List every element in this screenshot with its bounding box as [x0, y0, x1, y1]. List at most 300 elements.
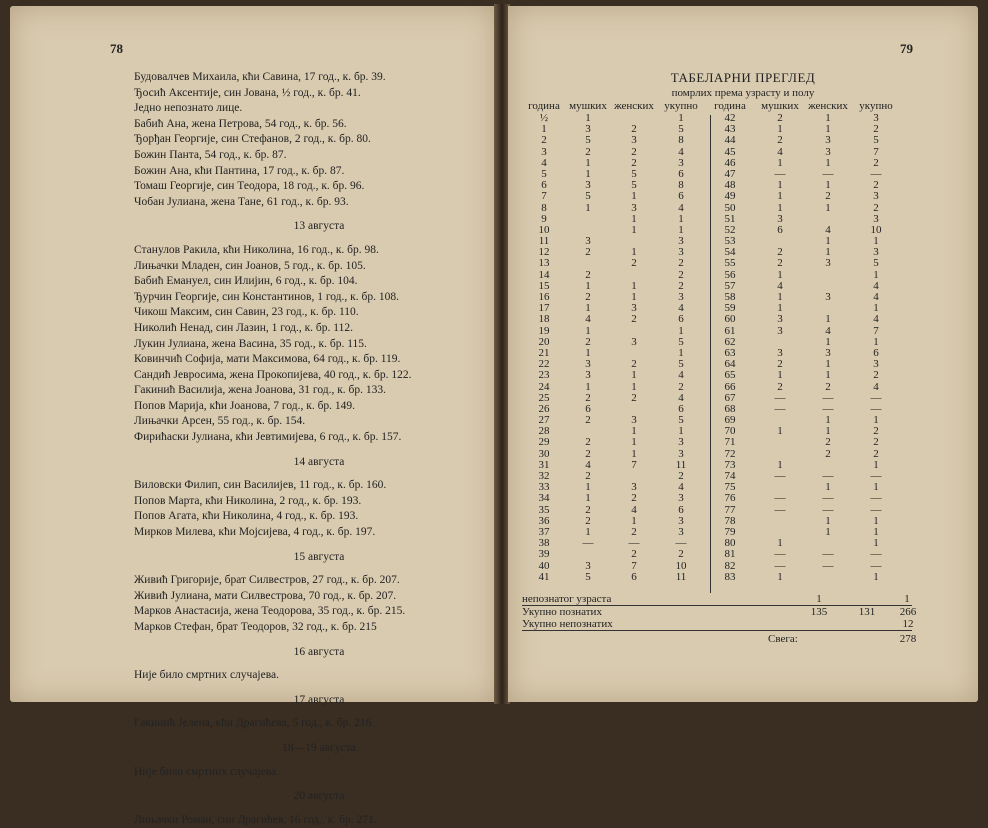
table-cell: —: [774, 167, 786, 180]
table-cell: —: [582, 537, 594, 550]
table-cell: 3: [585, 369, 591, 382]
table-cell: 2: [631, 525, 637, 538]
date-heading: 18—19 августа: [282, 741, 356, 754]
table-cell: 1: [873, 302, 879, 315]
table-cell: —: [870, 470, 882, 482]
death-entry: Лињачки Арсен, 55 год., к. бр. 154.: [134, 415, 306, 428]
table-header-cell: мушких: [569, 100, 607, 112]
table-cell: 1: [585, 380, 591, 393]
table-cell: 2: [631, 156, 637, 169]
table-cell: 1: [631, 223, 637, 236]
table-center-divider: [710, 115, 711, 593]
table-cell: —: [870, 548, 882, 561]
table-cell: 3: [678, 447, 684, 460]
table-cell: 1: [825, 525, 831, 538]
table-cell: 1: [825, 235, 831, 248]
table-cell: 5: [585, 134, 591, 147]
table-cell: 79: [724, 525, 736, 538]
table-cell: 2: [541, 134, 547, 147]
age-sex-table: [522, 99, 912, 583]
death-entry: Живић Јулиана, мати Силвестрова, 70 год., к. бр. 207.: [134, 589, 397, 602]
table-cell: 39: [538, 548, 550, 561]
table-cell: 29: [538, 436, 550, 449]
death-entry: Виловски Филип, син Василијев, 11 год., к. бр. 160.: [134, 479, 387, 492]
table-cell: 2: [585, 246, 591, 259]
table-cell: 44: [724, 134, 736, 147]
total-known-male: 135: [810, 606, 828, 618]
table-cell: 1: [873, 481, 879, 494]
table-cell: 6: [631, 570, 637, 583]
table-row: [522, 337, 912, 348]
table-cell: 1: [585, 302, 591, 315]
table-cell: 1: [825, 358, 831, 371]
table-cell: 36: [538, 514, 550, 527]
table-cell: 1: [873, 268, 879, 281]
table-cell: 12: [538, 246, 550, 259]
table-cell: 1: [631, 447, 637, 460]
table-cell: 3: [678, 525, 684, 538]
table-cell: 4: [678, 201, 684, 214]
table-cell: [804, 270, 852, 281]
table-cell: 35: [538, 503, 550, 516]
table-cell: 59: [724, 302, 736, 315]
table-cell: 3: [777, 324, 783, 337]
table-cell: 6: [585, 402, 591, 415]
table-row: [522, 236, 912, 247]
table-cell: 11: [675, 458, 687, 471]
death-entry: Попов Марија, кћи Јоанова, 7 год., к. бр. 149.: [134, 399, 356, 412]
table-cell: 3: [825, 346, 831, 359]
table-cell: 49: [724, 190, 736, 203]
table-row: [522, 527, 912, 538]
table-cell: 2: [777, 380, 783, 393]
table-cell: 2: [631, 548, 637, 561]
table-cell: 42: [724, 112, 736, 124]
table-cell: 2: [631, 391, 637, 404]
table-row: [522, 393, 912, 404]
table-cell: 4: [777, 279, 783, 292]
table-row: [522, 437, 912, 448]
table-cell: 76: [724, 492, 736, 505]
death-entry: Чобан Јулиана, жена Тане, 61 год., к. бр. 93.: [134, 195, 349, 208]
table-row: [522, 135, 912, 146]
death-entry: Попов Агата, кћи Николина, 4 год., к. бр. 193.: [134, 510, 359, 523]
table-cell: 2: [777, 257, 783, 270]
table-row: [522, 415, 912, 426]
death-entry: Гакинић Василија, жена Јоанова, 31 год., к. бр. 133.: [134, 384, 387, 397]
table-cell: 57: [724, 279, 736, 292]
table-cell: 1: [873, 335, 879, 348]
table-cell: —: [822, 492, 834, 505]
page-number: 78: [110, 41, 123, 56]
table-cell: 1: [873, 458, 879, 471]
table-cell: 40: [538, 559, 550, 572]
table-cell: 6: [678, 167, 684, 180]
table-cell: 1: [825, 414, 831, 427]
table-cell: 4: [873, 313, 879, 326]
table-cell: 3: [873, 112, 879, 124]
table-cell: 4: [678, 481, 684, 494]
table-cell: 1: [777, 570, 783, 583]
grand-total-label: Свега:: [768, 633, 798, 645]
table-cell: 14: [538, 268, 550, 281]
table-cell: 3: [631, 335, 637, 348]
table-cell: 2: [873, 425, 879, 438]
table-cell: 2: [777, 358, 783, 371]
death-entry: Није било смртних случајева.: [134, 765, 279, 778]
death-entry: Будовалчев Михаила, кћи Савина, 17 год., к. бр. 39.: [134, 71, 386, 83]
table-cell: —: [870, 503, 882, 516]
death-entry: Попов Марта, кћи Николина, 2 год., к. бр. 193.: [134, 494, 362, 507]
table-cell: 4: [541, 156, 547, 169]
table-cell: 6: [678, 190, 684, 203]
table-row: [522, 370, 912, 381]
table-cell: 1: [678, 346, 684, 359]
table-cell: 27: [538, 414, 550, 427]
table-row: [522, 147, 912, 158]
table-cell: 77: [724, 503, 736, 516]
table-cell: 4: [873, 279, 879, 292]
table-cell: 2: [585, 391, 591, 404]
table-cell: 5: [631, 167, 637, 180]
table-row: [522, 348, 912, 359]
table-cell: 1: [873, 514, 879, 527]
table-cell: 3: [777, 212, 783, 225]
table-cell: [566, 258, 610, 269]
table-cell: 2: [678, 257, 684, 270]
table-cell: 2: [585, 335, 591, 348]
table-cell: 6: [873, 346, 879, 359]
table-cell: 1: [777, 190, 783, 203]
table-cell: 1: [825, 335, 831, 348]
table-cell: 1: [825, 425, 831, 438]
table-cell: 3: [825, 291, 831, 303]
table-cell: 1: [825, 514, 831, 527]
table-cell: 1: [825, 313, 831, 326]
table-cell: [804, 572, 852, 583]
table-cell: 3: [825, 134, 831, 147]
table-cell: —: [822, 167, 834, 180]
grand-total-row: [522, 633, 917, 645]
table-cell: 3: [585, 358, 591, 371]
death-entry: Божин Ана, кћи Пантина, 17 год., к. бр. 87.: [134, 164, 345, 177]
table-header-cell: година: [528, 100, 560, 112]
table-cell: 4: [585, 313, 591, 326]
death-entry: Божин Панта, 54 год., к. бр. 87.: [134, 148, 287, 161]
table-cell: 4: [678, 369, 684, 382]
table-cell: 43: [724, 123, 736, 136]
table-header-row: [522, 99, 912, 113]
table-row: [522, 404, 912, 415]
table-cell: 5: [585, 190, 591, 203]
table-cell: 1: [777, 156, 783, 169]
table-cell: 8: [541, 201, 547, 214]
table-cell: 24: [538, 380, 550, 393]
death-entry: Томаш Георгије, син Теодора, 18 год., к. бр. 96.: [134, 180, 365, 193]
table-row: [522, 247, 912, 258]
unknown-age-label: непознатог узраста: [522, 593, 612, 605]
table-cell: 1: [777, 369, 783, 382]
table-cell: 3: [873, 358, 879, 371]
right-page: [508, 6, 978, 702]
table-cell: 83: [724, 570, 736, 583]
table-cell: 1: [631, 291, 637, 303]
table-cell: 3: [631, 481, 637, 494]
table-header-cell: мушких: [761, 100, 799, 112]
table-row: [522, 180, 912, 191]
date-heading: 16 августа: [293, 645, 345, 658]
table-cell: —: [822, 391, 834, 404]
table-cell: 6: [777, 223, 783, 236]
table-cell: 64: [724, 358, 736, 371]
table-row: [522, 169, 912, 180]
table-cell: 55: [724, 257, 736, 270]
table-cell: 11: [675, 570, 687, 583]
table-cell: 21: [538, 346, 550, 359]
table-cell: 1: [777, 123, 783, 136]
table-cell: 1: [631, 246, 637, 259]
table-cell: 37: [538, 525, 550, 538]
date-heading: 13 августа: [293, 220, 345, 233]
table-cell: —: [774, 548, 786, 561]
table-title: ТАБЕЛАРНИ ПРЕГЛЕД: [670, 70, 816, 85]
table-cell: 2: [678, 268, 684, 281]
table-cell: 3: [825, 257, 831, 270]
table-row: [522, 270, 912, 281]
table-cell: 2: [631, 123, 637, 136]
table-cell: 17: [538, 302, 550, 315]
table-cell: —: [628, 537, 640, 550]
table-cell: 19: [538, 324, 550, 337]
left-page: [10, 6, 496, 826]
table-subtitle: помрлих према узрасту и полу: [671, 87, 815, 99]
table-cell: —: [774, 391, 786, 404]
table-cell: 3: [825, 145, 831, 158]
table-cell: 63: [724, 346, 736, 359]
table-cell: —: [774, 402, 786, 415]
table-cell: 4: [873, 380, 879, 393]
table-cell: 31: [538, 458, 550, 471]
table-cell: 3: [541, 145, 547, 158]
table-cell: 47: [724, 167, 736, 180]
table-cell: 32: [538, 470, 550, 482]
table-cell: 2: [585, 503, 591, 516]
table-row: [522, 538, 912, 549]
table-cell: 2: [825, 436, 831, 449]
date-heading: 17 августа: [293, 693, 345, 706]
table-cell: 7: [873, 324, 879, 337]
table-header-cell: укупно: [859, 100, 893, 112]
table-cell: 3: [631, 201, 637, 214]
table-cell: —: [774, 470, 786, 482]
rule: [522, 630, 912, 631]
unknown-age-row: [522, 593, 912, 605]
table-row: [522, 516, 912, 527]
date-heading: 14 августа: [293, 455, 345, 468]
table-cell: 1: [777, 458, 783, 471]
death-entry: Мирков Милева, кћи Мојсијева, 4 год., к. бр. 197.: [134, 526, 376, 539]
table-cell: 5: [873, 257, 879, 270]
table-cell: —: [822, 548, 834, 561]
table-cell: —: [774, 559, 786, 572]
table-cell: —: [870, 167, 882, 180]
death-entries-list: [134, 70, 484, 828]
table-header-cell: укупно: [664, 100, 698, 112]
table-cell: —: [774, 503, 786, 516]
death-entry: Није било смртних случајева.: [134, 669, 279, 682]
table-cell: 2: [585, 268, 591, 281]
table-cell: 4: [678, 145, 684, 158]
table-cell: 1: [777, 537, 783, 550]
death-entry: Марков Анастасија, жена Теодорова, 35 год., к. бр. 215.: [134, 605, 406, 618]
table-cell: 2: [825, 380, 831, 393]
table-cell: 3: [678, 492, 684, 505]
table-cell: 1: [585, 481, 591, 494]
table-cell: 1: [825, 369, 831, 382]
table-cell: 5: [541, 167, 547, 180]
table-cell: 2: [585, 291, 591, 303]
table-row: [522, 191, 912, 202]
table-cell: 3: [873, 190, 879, 203]
table-cell: 2: [678, 470, 684, 482]
table-cell: 4: [585, 458, 591, 471]
table-cell: 60: [724, 313, 736, 326]
table-cell: 1: [777, 179, 783, 192]
table-cell: 51: [724, 212, 736, 225]
table-cell: 1: [585, 324, 591, 337]
unknown-age-male: 1: [816, 593, 822, 605]
table-cell: 28: [538, 425, 550, 438]
table-cell: 2: [631, 145, 637, 158]
table-cell: 68: [724, 402, 736, 415]
death-entry: Бабић Емануел, син Илијин, 6 год., к. бр. 104.: [134, 275, 358, 288]
table-cell: [756, 516, 804, 527]
table-row: [522, 471, 912, 482]
table-cell: 2: [678, 279, 684, 292]
table-cell: 62: [724, 335, 736, 348]
table-cell: 26: [538, 402, 550, 415]
table-cell: 61: [724, 324, 736, 337]
table-cell: 1: [777, 268, 783, 281]
table-cell: 10: [870, 223, 882, 236]
table-cell: 56: [724, 268, 736, 281]
total-unknown-row: [522, 618, 912, 630]
table-row: [522, 303, 912, 314]
table-cell: 4: [777, 145, 783, 158]
table-cell: 1: [825, 179, 831, 192]
table-cell: 1: [631, 190, 637, 203]
table-cell: 2: [678, 380, 684, 393]
death-entry: Бабић Ана, жена Петрова, 54 год., к. бр. 56.: [134, 117, 347, 130]
table-cell: 82: [724, 559, 736, 572]
table-cell: 71: [724, 436, 736, 449]
table-cell: 1: [825, 156, 831, 169]
grand-total-value: 278: [899, 633, 917, 645]
table-row: [522, 493, 912, 504]
table-cell: 5: [678, 358, 684, 371]
table-cell: 1: [585, 112, 591, 124]
total-unknown-label: Укупно непознатих: [522, 618, 613, 630]
table-cell: 10: [538, 223, 550, 236]
death-entry: Станулов Ракила, кћи Николина, 16 год., к. бр. 98.: [134, 243, 379, 256]
table-cell: 1: [777, 291, 783, 303]
table-cell: 1: [631, 380, 637, 393]
death-entry: Живић Григорије, брат Силвестров, 27 год., к. бр. 207.: [134, 574, 400, 587]
table-row: [522, 449, 912, 460]
table-cell: 2: [873, 179, 879, 192]
table-cell: 2: [585, 447, 591, 460]
page-number: 79: [900, 41, 913, 56]
table-cell: 2: [873, 436, 879, 449]
table-cell: 4: [825, 223, 831, 236]
table-cell: 1: [678, 223, 684, 236]
table-cell: 4: [825, 324, 831, 337]
table-cell: 2: [873, 447, 879, 460]
table-cell: 48: [724, 179, 736, 192]
table-cell: 2: [631, 492, 637, 505]
death-entry: Ђосић Аксентије, син Јована, ½ год., к. бр. 41.: [134, 86, 361, 99]
table-cell: 2: [873, 201, 879, 214]
table-row: [522, 203, 912, 214]
table-row: [522, 214, 912, 225]
table-cell: [756, 437, 804, 448]
table-header-cell: женских: [808, 100, 848, 112]
table-cell: 13: [538, 257, 550, 270]
table-header-cell: женских: [614, 100, 654, 112]
table-cell: —: [870, 492, 882, 505]
table-cell: 3: [585, 559, 591, 572]
table-cell: 3: [873, 212, 879, 225]
table-cell: 6: [541, 179, 547, 192]
death-entry: Ковинчић Софија, мати Максимова, 64 год., к. бр. 119.: [134, 353, 401, 366]
table-cell: 2: [873, 156, 879, 169]
table-cell: 3: [585, 179, 591, 192]
total-known-total: 266: [899, 606, 917, 618]
table-cell: 1: [585, 156, 591, 169]
table-cell: 1: [825, 201, 831, 214]
table-cell: 3: [678, 235, 684, 248]
table-cell: 1: [631, 212, 637, 225]
table-cell: 3: [585, 123, 591, 136]
table-cell: 2: [873, 369, 879, 382]
table-cell: —: [774, 492, 786, 505]
table-cell: 4: [631, 503, 637, 516]
table-cell: 1: [825, 481, 831, 494]
table-cell: 2: [825, 190, 831, 203]
table-cell: 3: [777, 313, 783, 326]
table-cell: —: [870, 391, 882, 404]
table-cell: 34: [538, 492, 550, 505]
table-row: [522, 482, 912, 493]
table-cell: 8: [678, 134, 684, 147]
table-cell: 69: [724, 414, 736, 427]
table-row: [522, 549, 912, 560]
table-cell: 16: [538, 291, 550, 303]
table-cell: 45: [724, 145, 736, 158]
table-cell: 2: [777, 134, 783, 147]
table-cell: 38: [538, 537, 550, 550]
table-cell: 1: [678, 324, 684, 337]
table-cell: 4: [678, 391, 684, 404]
table-cell: 1: [873, 537, 879, 550]
table-cell: [566, 549, 610, 560]
table-cell: 3: [678, 156, 684, 169]
table-cell: 1: [585, 167, 591, 180]
table-row: [522, 225, 912, 236]
table-cell: 15: [538, 279, 550, 292]
table-cell: 6: [678, 503, 684, 516]
table-header-cell: година: [714, 100, 746, 112]
